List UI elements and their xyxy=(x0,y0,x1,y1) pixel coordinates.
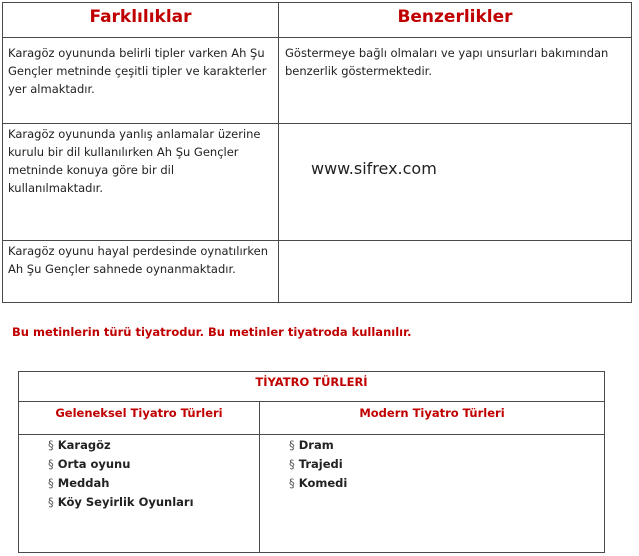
note-text: Bu metinlerin türü tiyatrodur. Bu metinler tiyatroda kullanılır. xyxy=(12,325,412,339)
traditional-list xyxy=(48,436,194,512)
row-divider xyxy=(3,123,631,124)
header-differences: Farklılıklar xyxy=(89,7,192,27)
modern-header: Modern Tiyatro Türleri xyxy=(359,406,505,420)
bullet-icon: § xyxy=(289,438,295,452)
bullet-icon: § xyxy=(48,476,54,490)
bullet-icon: § xyxy=(48,438,54,452)
list-item: § Trajedi xyxy=(289,457,343,471)
column-divider xyxy=(259,401,260,552)
bullet-icon: § xyxy=(48,457,54,471)
row-3-differences: Karagöz oyunu hayal perdesinde oynatılırken Ah Şu Gençler sahnede oynanmaktadır. xyxy=(8,244,268,276)
column-divider xyxy=(278,3,279,302)
list-item: § Meddah xyxy=(48,476,110,490)
header-divider xyxy=(3,37,631,38)
row-divider xyxy=(3,240,631,241)
list-item: § Dram xyxy=(289,438,334,452)
comparison-table xyxy=(2,2,632,303)
title-divider xyxy=(19,401,604,402)
row-2-differences: Karagöz oyununda yanlış anlamalar üzerine kurulu bir dil kullanılırken Ah Şu Gençler metninde konuya göre bir dil kullanılmaktadır. xyxy=(8,127,261,195)
bullet-icon: § xyxy=(289,457,295,471)
theater-types-table xyxy=(18,371,605,553)
row-1-similarities: Göstermeye bağlı olmaları ve yapı unsurları bakımından benzerlik göstermektedir. xyxy=(285,46,609,78)
bullet-icon: § xyxy=(289,476,295,490)
list-item: § Karagöz xyxy=(48,438,111,452)
header-similarities: Benzerlikler xyxy=(397,7,513,27)
bullet-icon: § xyxy=(48,495,54,509)
list-item: § Komedi xyxy=(289,476,348,490)
list-item: § Orta oyunu xyxy=(48,457,131,471)
traditional-header: Geleneksel Tiyatro Türleri xyxy=(55,406,223,420)
header-divider xyxy=(19,434,604,435)
watermark-text: www.sifrex.com xyxy=(311,159,437,178)
modern-list xyxy=(289,436,347,493)
list-item: § Köy Seyirlik Oyunları xyxy=(48,495,194,509)
theater-types-title: TİYATRO TÜRLERİ xyxy=(255,375,368,389)
row-1-differences: Karagöz oyununda belirli tipler varken Ah Şu Gençler metninde çeşitli tipler ve karakterler yer almaktadır. xyxy=(8,46,267,96)
